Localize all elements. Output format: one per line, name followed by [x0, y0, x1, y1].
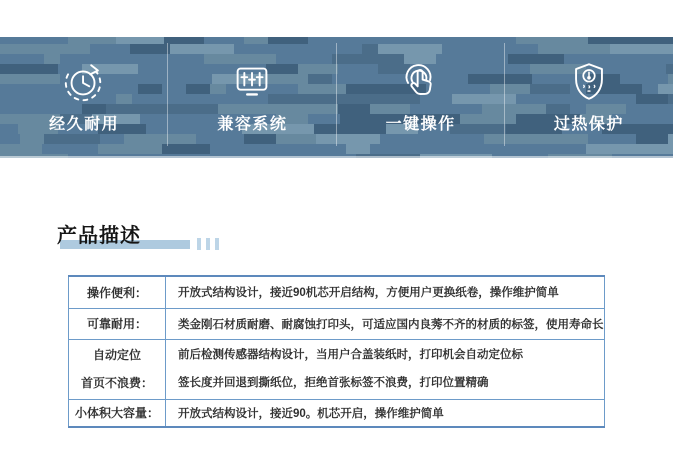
feature-label: 一键操作 [385, 115, 456, 133]
table-row [69, 339, 605, 399]
row-content: 开放式结构设计，接近90。机芯开启，操作维护简单 [166, 399, 605, 427]
feature-list [0, 37, 673, 158]
feature-label: 兼容系统 [217, 115, 288, 133]
row-content: 类金刚石材质耐磨、耐腐蚀打印头，可适应国内良莠不齐的材质的标签，使用寿命长 [166, 308, 605, 339]
page-title: 产品描述 [57, 225, 141, 247]
product-description-table [68, 275, 605, 428]
clock-durability-icon [61, 59, 107, 105]
table-row [69, 276, 605, 308]
row-label: 自动定位 首页不浪费： [69, 339, 166, 399]
feature-compatibility [168, 37, 336, 158]
table-row [69, 308, 605, 339]
title-accent-dashes [197, 238, 219, 250]
feature-banner [0, 37, 673, 158]
feature-label: 经久耐用 [49, 115, 120, 133]
table-row [69, 399, 605, 427]
feature-durability [0, 37, 168, 158]
feature-overheat-protection [505, 37, 673, 158]
row-label: 小体积大容量： [69, 399, 166, 427]
tap-finger-icon [398, 59, 444, 105]
feature-one-touch [337, 37, 505, 158]
row-label: 可靠耐用： [69, 308, 166, 339]
row-content: 开放式结构设计，接近90机芯开启结构，方便用户更换纸卷，操作维护简单 [166, 276, 605, 308]
monitor-sliders-icon [229, 59, 275, 105]
shield-thermometer-icon [566, 59, 612, 105]
row-content: 前后检测传感器结构设计，当用户合盖装纸时，打印机会自动定位标 签长度并回退到撕纸位，拒绝首张标签不浪费，打印位置精确 [166, 339, 605, 399]
feature-label: 过热保护 [553, 115, 624, 133]
banner-bottom-highlight [0, 156, 673, 158]
row-label: 操作便利： [69, 276, 166, 308]
